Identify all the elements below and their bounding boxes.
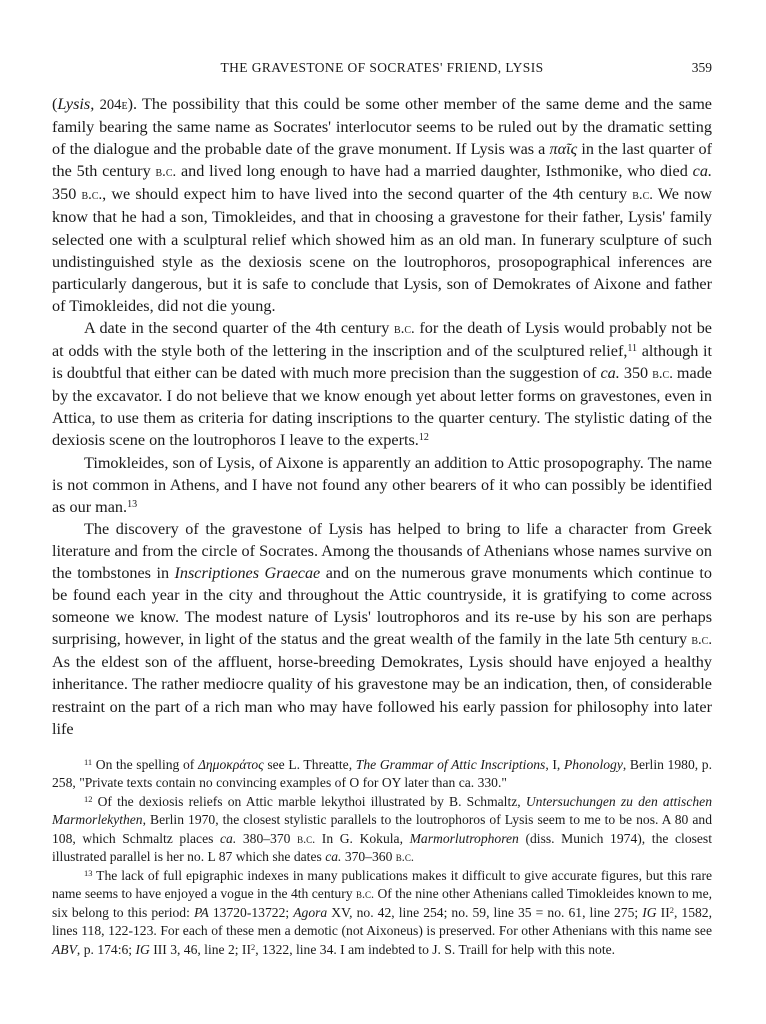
paragraph-1: (Lysis, 204e). The possibility that this could be some other member of the same deme and the same family bearing the same name as Socrates' interlocutor seems to be ruled out by the dramatic setting of the dialogue and the probable date of the grave monument. If Lysis was a παῖς in the last quarter of the 5th century b.c. and lived long enough to have had a married daughter, Isthmonike, who died ca. 350 b.c., we should expect him to have lived into the second quarter of the 4th century b.c. We now know that he had a son, Timokleides, and that in choosing a gravestone for their father, Lysis' family selected one with a sculptural relief which showed him as an old man. In funerary sculpture of such undistinguished style as the dexiosis scene on the loutrophoros, prosopographical inferences are particularly dangerous, but it is safe to conclude that Lysis, son of Demokrates of Aixone and father of Timokleides, did not die young. — [52, 95, 713, 315]
footnote-12: $^{12}$ Of the dexiosis reliefs on Attic marble lekythoi illustrated by B. Schmaltz, Untersuchungen zu den attischen Marmorlekythen, Berlin 1970, the closest stylistic parallels to the loutrophoros of Lysis seem to me to be nos. A 80 and 108, which Schmaltz places ca. 380–370 b.c. In G. Kokula, Marmorlutrophoren (diss. Munich 1974), the closest illustrated parallel is her no. L 87 which she dates ca. 370–360 b.c. — [52, 793, 713, 865]
footnote-ref-12[interactable]: 12 — [418, 432, 429, 444]
running-head — [52, 56, 712, 80]
footnotes — [52, 756, 712, 960]
page — [52, 56, 712, 959]
running-title: THE GRAVESTONE OF SOCRATES' FRIEND, LYSIS — [220, 60, 544, 75]
footnote-ref-13[interactable]: 13 — [127, 498, 138, 510]
page-number: 359 — [691, 60, 712, 75]
footnote-11: $^{11}$ On the spelling of Δημοκράτος see L. Threatte, The Grammar of Attic Inscriptions, I, Phonology, Berlin 1980, p. 258, "Private texts contain no convincing examples of O for OY later than ca. 330." — [52, 756, 712, 791]
paragraph-4: The discovery of the gravestone of Lysis has helped to bring to life a character from Greek literature and from the circle of Socrates. Among the thousands of Athenians whose names survive on the tombstones in Inscriptiones Graecae and on the numerous grave monuments which continue to be found each year in the city and throughout the Attic countryside, it is gratifying to come across someone we know. The modest nature of Lysis' loutrophoros and its re-use by his son are perhaps surprising, however, in light of the status and the great wealth of the family in the late 5th century b.c. As the eldest son of the affluent, horse-breeding Demokrates, Lysis should have enjoyed a healthy inheritance. The rather mediocre quality of his gravestone may be an indication, then, of considerable restraint on the part of a rich man who may have followed his early passion for philosophy into later life — [52, 519, 712, 738]
body-text — [52, 93, 712, 740]
paragraph-3: Timokleides, son of Lysis, of Aixone is apparently an addition to Attic prosopography. The name is not common in Athens, and I have not found any other bearers of it who can possibly be identified as our man.$^{13}$ — [52, 453, 712, 516]
footnote-ref-11[interactable]: 11 — [627, 343, 638, 355]
paragraph-2: A date in the second quarter of the 4th century b.c. for the death of Lysis would probably not be at odds with the style both of the lettering in the inscription and of the sculptured relief,$^{11}$ although it is doubtful that either can be dated with much more precision than the suggestion of ca. 350 b.c. made by the excavator. I do not believe that we know enough yet about letter forms on gravestones, even in Attica, to use them as criteria for dating inscriptions to the quarter century. The stylistic dating of the dexiosis scene on the loutrophoros I leave to the experts.$^{12}$ — [52, 318, 712, 450]
footnote-13: $^{13}$ The lack of full epigraphic indexes in many publications makes it difficult to give accurate figures, but this rare name seems to have enjoyed a vogue in the 4th century b.c. Of the nine other Athenians called Timokleides known to me, six belong to this period: PA 13720-13722; Agora XV, no. 42, line 254; no. 59, line 35 = no. 61, line 275; IG $II^2$, 1582, lines 118, 122-123. For each of these men a demotic (not Aixoneus) is preserved. For other Athenians with this name see ABV, p. 174:6; IG III 3, 46, line 2; $II^2$, 1322, line 34. I am indebted to J. S. Traill for help with this note. — [52, 867, 713, 957]
